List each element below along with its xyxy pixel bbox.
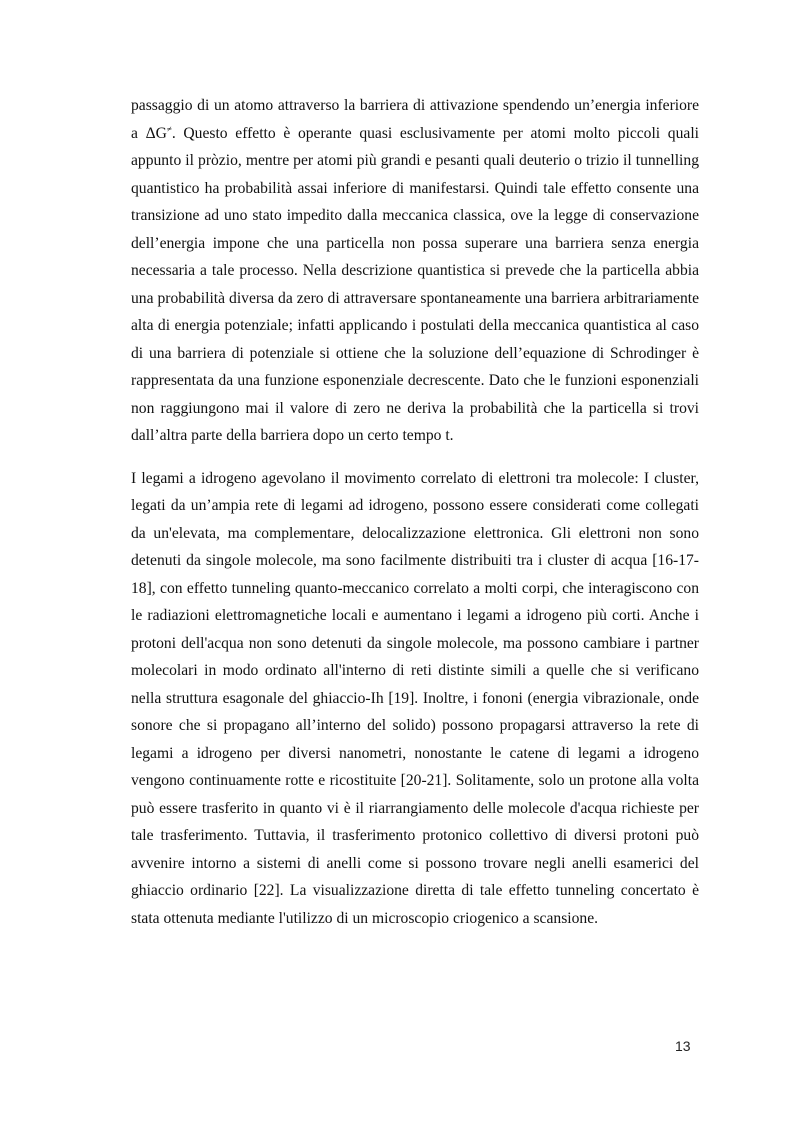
paragraph-text-continued: . Questo effetto è operante quasi esclusivamente per atomi molto piccoli quali appunto il pròzio, mentre per atomi più grandi e pesanti quali deuterio o trizio il tunnelling quantistico ha probabilità assai inferiore di manifestarsi. Quindi tale effetto consente una transizione ad uno stato impedito dalla meccanica classica, ove la legge di conservazione dell’energia impone che una particella non possa superare una barriera senza energia necessaria a tale processo. Nella descrizione quantistica si prevede che la particella abbia una probabilità diversa da zero di attraversare spontaneamente una barriera arbitrariamente alta di energia potenziale; infatti applicando i postulati della meccanica quantistica al caso di una barriera di potenziale si ottiene che la soluzione dell’equazione di Schrodinger è rappresentata da una funzione esponenziale decrescente. Dato che le funzioni esponenziali non raggiungono mai il valore di zero ne deriva la probabilità che la particella si trovi dall’altra parte della barriera dopo un certo tempo t. [131, 124, 699, 444]
paragraph-hydrogen-bonds: I legami a idrogeno agevolano il movimento correlato di elettroni tra molecole: I cluster, legati da un’ampia rete di legami ad idrogeno, possono essere considerati come collegati da un'elevata, ma complementare, delocalizzazione elettronica. Gli elettroni non sono detenuti da singole molecole, ma sono facilmente distribuiti tra i cluster di acqua [16-17-18], con effetto tunneling quanto-meccanico correlato a molti corpi, che interagiscono con le radiazioni elettromagnetiche locali e aumentano i legami a idrogeno più corti. Anche i protoni dell'acqua non sono detenuti da singole molecole, ma possono cambiare i partner molecolari in modo ordinato all'interno di reti distinte simili a quelle che si verificano nella struttura esagonale del ghiaccio-Ih [19]. Inoltre, i fononi (energia vibrazionale, onde sonore che si propagano all’interno del solido) possono propagarsi attraverso la rete di legami a idrogeno per diversi nanometri, nonostante le catene di legami a idrogeno vengono continuamente rotte e ricostituite [20-21]. Solitamente, solo un protone alla volta può essere trasferito in quanto vi è il riarrangiamento delle molecole d'acqua richieste per tale trasferimento. Tuttavia, il trasferimento protonico collettivo di diversi protoni può avvenire intorno a sistemi di anelli come si possono trovare negli anelli esamerici del ghiaccio ordinario [22]. La visualizzazione diretta di tale effetto tunneling concertato è stata ottenuta mediante l'utilizzo di un microscopio criogenico a scansione. [131, 469, 699, 927]
superscript-symbol: ≠ [166, 123, 172, 134]
paragraph-text: passaggio di un atomo attraverso la barriera di attivazione spendendo un’energia inferiore a ΔG [131, 97, 699, 142]
paragraph-tunnelling [131, 92, 699, 450]
page-body [131, 92, 699, 932]
page-number: 13 [675, 1038, 691, 1054]
